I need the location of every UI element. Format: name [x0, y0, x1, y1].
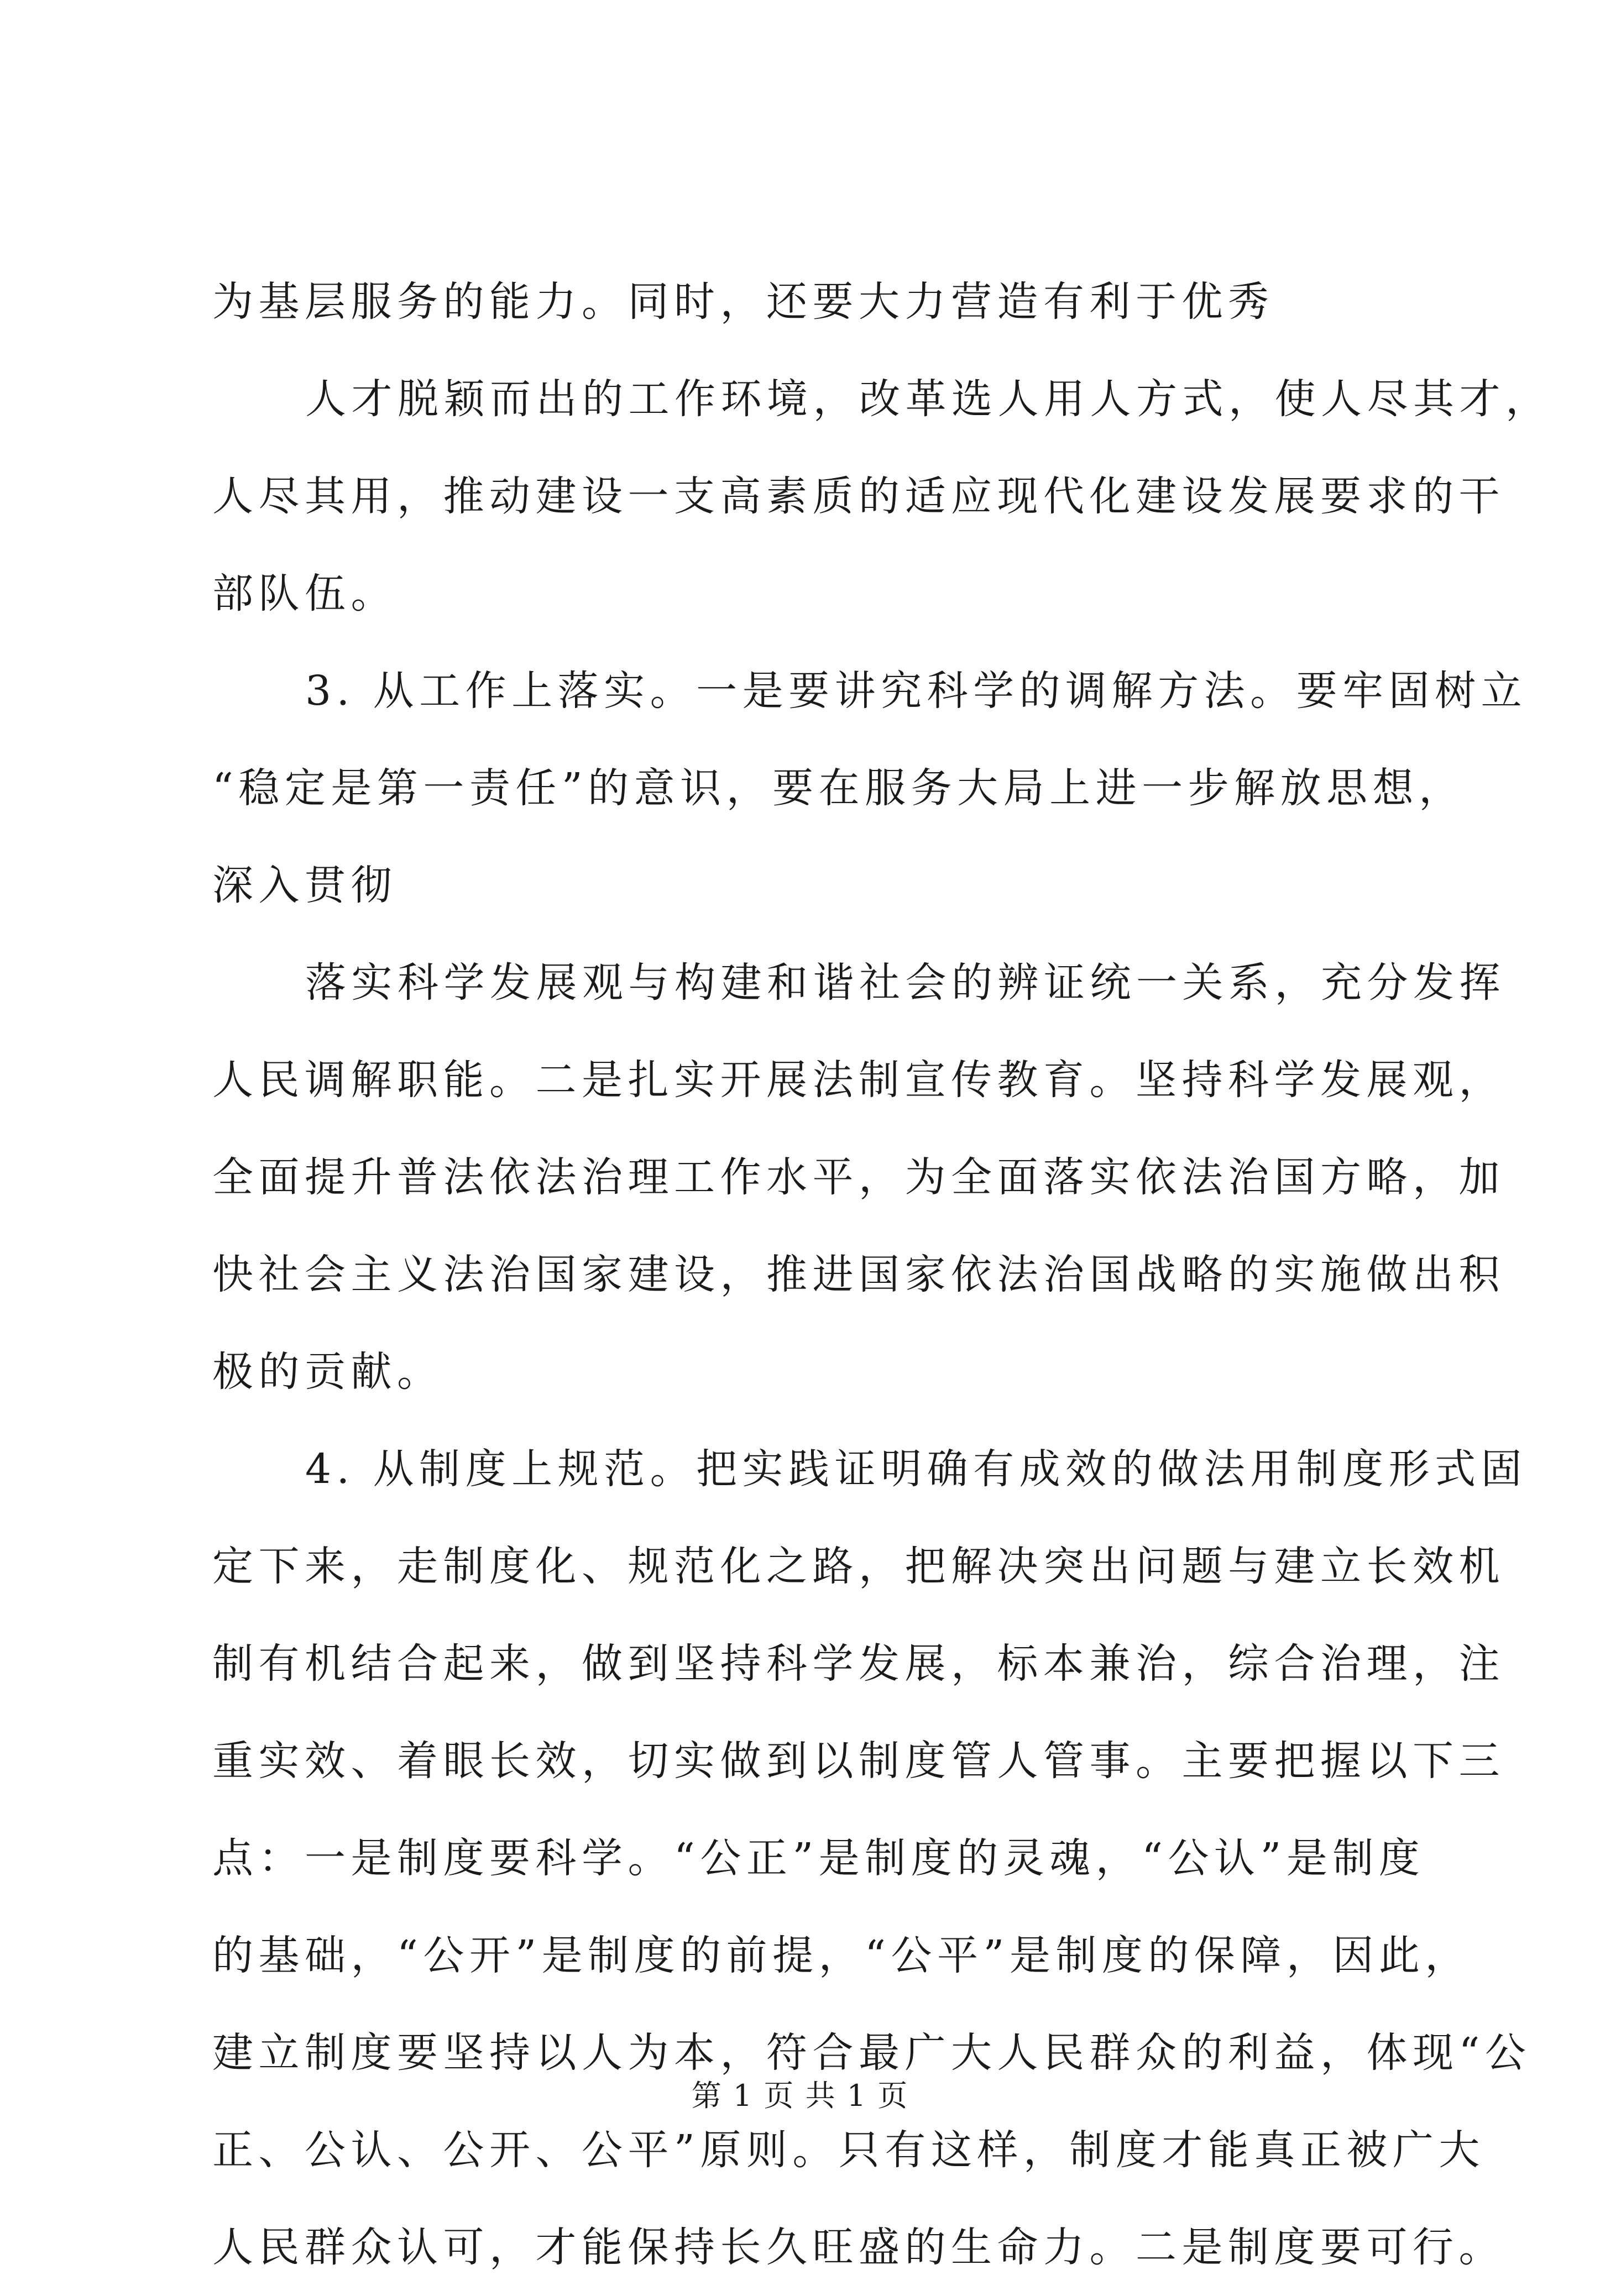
text-line: 部队伍。 — [212, 570, 397, 617]
text-line: 落实科学发展观与构建和谐社会的辨证统一关系，充分发挥 — [305, 959, 1505, 1007]
text-line: 极的贡献。 — [212, 1348, 443, 1396]
text-line: 快社会主义法治国家建设，推进国家依法治国战略的实施做出积 — [212, 1251, 1505, 1298]
text-line: 人尽其用，推动建设一支高素质的适应现代化建设发展要求的干 — [212, 473, 1505, 520]
text-line: 人才脱颖而出的工作环境，改革选人用人方式，使人尽其才， — [305, 375, 1552, 423]
text-line: 3. 从工作上落实。一是要讲究科学的调解方法。要牢固树立 — [305, 667, 1528, 715]
text-line: 人民调解职能。二是扎实开展法制宣传教育。坚持科学发展观， — [212, 1056, 1505, 1104]
text-line: “稳定是第一责任”的意识，要在服务大局上进一步解放思想， — [212, 764, 1465, 812]
text-line: 人民群众认可，才能保持长久旺盛的生命力。二是制度要可行。 — [212, 2224, 1505, 2271]
text-line: 点：一是制度要科学。“公正”是制度的灵魂，“公认”是制度 — [212, 1834, 1425, 1882]
text-line: 定下来，走制度化、规范化之路，把解决突出问题与建立长效机 — [212, 1543, 1505, 1590]
text-line: 建立制度要坚持以人为本，符合最广大人民群众的利益，体现“公 — [212, 2029, 1531, 2077]
text-line: 全面提升普法依法治理工作水平，为全面落实依法治国方略，加 — [212, 1154, 1505, 1201]
text-line: 4. 从制度上规范。把实践证明确有成效的做法用制度形式固 — [305, 1445, 1528, 1493]
text-line: 为基层服务的能力。同时，还要大力营造有利于优秀 — [212, 278, 1274, 326]
page-footer: 第 1 页 共 1 页 — [691, 2078, 909, 2113]
text-line: 正、公认、公开、公平”原则。只有这样，制度才能真正被广大 — [212, 2126, 1485, 2174]
document-body — [212, 253, 1552, 2296]
text-line: 制有机结合起来，做到坚持科学发展，标本兼治，综合治理，注 — [212, 1640, 1505, 1687]
text-line: 的基础，“公开”是制度的前提，“公平”是制度的保障，因此， — [212, 1932, 1471, 1979]
text-line: 重实效、着眼长效，切实做到以制度管人管事。主要把握以下三 — [212, 1737, 1505, 1785]
text-line: 深入贯彻 — [212, 862, 397, 909]
